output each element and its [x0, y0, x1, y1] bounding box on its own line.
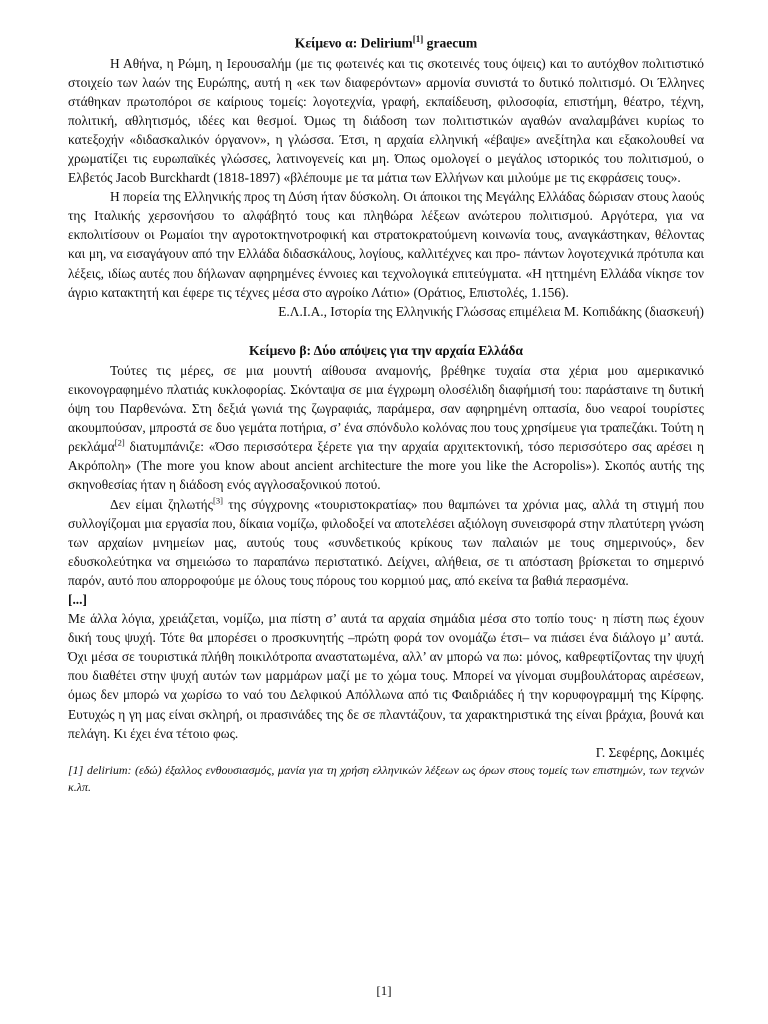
text-a-source: Ε.Λ.Ι.Α., Ιστορία της Ελληνικής Γλώσσας επιμέλεια Μ. Κοπιδάκης (διασκευή)	[278, 303, 704, 319]
text-b-paragraph-2	[68, 495, 704, 590]
text-b-p1-part-b: διατυμπάνιζε: «Όσο περισσότερα ξέρετε για την αρχαία αρχιτεκτονική, τόσο περισσότερο σας αρέσει η Ακρόπολη» (The more you know about ancient architecture the more you like the Acropolis»). Σκοπός αυτής της σκηνοθεσίας ήταν η διάδοση ενός αγγλοσαξονικού ποτού.	[68, 439, 704, 493]
text-b-title: Κείμενο β: Δύο απόψεις για την αρχαία Ελλάδα	[248, 342, 524, 358]
text-b-paragraph-1	[68, 361, 704, 495]
footnote-ref-2: [2]	[114, 437, 125, 448]
text-a-title-prefix: Κείμενο α: Delirium	[294, 35, 413, 51]
text-a-paragraph-2: Η πορεία της Ελληνικής προς τη Δύση ήταν δύσκολη. Οι άποικοι της Μεγάλης Ελλάδας δώρισαν στους λαούς της Ιταλικής χερσονήσου το αλφάβητό τους και πληθώρα λέξεων ανώτερου πολιτισμού. Αργότερα, για να εκπολιτίσουν οι Ρωμαίοι την αγροτοκτηνοτροφική και στρατοκρατούμενη κοινωνία τους, αναγκάστηκαν, θέλοντας και μη, να εισαγάγουν από την Ελλάδα διδασκάλους, λογίους, καλλιτέχνες και προ- πάντων λογοτεχνικά πρότυπα και λέξεις, ιδίως αυτές που δήλωναν αφηρημένες έννοιες και τεχνολογικά επιτεύγματα. «Η ηττημένη Ελλάδα νίκησε τον άγριο κατακτητή και έφερε τις τέχνες μέσα στο αγροίκο Λάτιο» (Οράτιος, Επιστολές, 1.156).	[68, 189, 704, 300]
text-a-title	[68, 30, 704, 53]
section-gap	[68, 321, 704, 341]
text-a-title-suffix: graecum	[423, 35, 478, 51]
footnote-ref-1: [1]	[412, 34, 424, 44]
document-page	[68, 30, 704, 796]
footnote-1: [1] delirium: (εδώ) έξαλλος ενθουσιασμός, μανία για τη χρήση ελληνικών λέξεων ως όρων στους τομείς των επιστημών, των τεχνών κ.λπ.	[68, 762, 704, 794]
omission-marker: [...]	[68, 591, 87, 607]
text-b-source: Γ. Σεφέρης, Δοκιμές	[595, 744, 704, 760]
text-a-paragraph-1: Η Αθήνα, η Ρώμη, η Ιερουσαλήμ (με τις φωτεινές και τις σκοτεινές τους όψεις) και το αυτόχθον πολιτιστικό στοιχείο των λαών της Ευρώπης, αυτή η «εκ των διαφερόντων» αρμονία συνιστά το δυτικό πολιτισμό. Οι Έλληνες στάθηκαν πρωτοπόροι σε καίριους τομείς: λογοτεχνία, γραφή, εκπαίδευση, φιλοσοφία, επιστήμη, θέατρο, τέχνη, πολιτική, αθλητισμός, ιδέες και θεσμοί. Όμως τη διάδοση των πολιτιστικών αγαθών αναλαμβάνει κυρίως το κατεξοχήν «διδασκαλικόν όργανον», η γλώσσα. Έτσι, η αρχαία ελληνική «έβαψε» ανεξίτηλα και εξακολουθεί να χρωματίζει τις ευρωπαϊκές γλώσσες, λατινογενείς και μη. Όπως ομολογεί ο μεγάλος ιστορικός του πολιτισμού, ο Ελβετός Jacob Burckhardt (1818-1897) «βλέπουμε με τα μάτια των Ελλήνων και μιλούμε με τις εκφράσεις τους».	[68, 55, 704, 186]
page-number: [1]	[376, 983, 392, 998]
footnote-ref-3: [3]	[213, 495, 223, 506]
text-b-p2-part-a: Δεν είμαι ζηλωτής	[110, 496, 213, 512]
text-b-paragraph-3: Με άλλα λόγια, χρειάζεται, νομίζω, μια πίστη σ’ αυτά τα αρχαία σημάδια μέσα στο τοπίο τους· η πίστη πως έχουν δική τους ψυχή. Τότε θα μπορέσει ο προσκυνητής –πρώτη φορά τον ονομάζω έτσι– να πιάσει ένα διάλογο μ’ αυτά. Όχι μέσα σε τουριστικά πλήθη ποικιλότροπα αναστατωμένα, αλλ’ αν μπορώ να πω: μόνος, καθρεφτίζοντας την ψυχή που διαθέτει στην ψυχή αυτών των μαρμάρων μαζί με το χώμα τους. Μπορεί να γίνομαι συμβουλάτορας αιρέσεων, όμως δεν μπορώ να χωρίσω το ναό του Δελφικού Απόλλωνα από τις Φαιδριάδες ή την κορυφογραμμή της Κίρφης. Ευτυχώς η γη μας είναι σκληρή, οι πρασινάδες της δε σε πλαντάζουν, τα χαρακτηριστικά της είναι βράχια, βουνά και πελάγη. Κι έχει ένα τέτοιο φως.	[68, 611, 704, 741]
text-b-p2-part-b: της σύγχρονης «τουριστοκρατίας» που θαμπώνει τα χρόνια μας, αλλά τη στιγμή που συλλογίζομαι μια εργασία που, δίκαια νομίζω, φιλοδοξεί να αποτελέσει αξιόλογη συνεισφορά στην πλατύτερη γνώση των αρχαίων μνημείων μας, αυτούς τους «συνδετικούς κρίκους των παλαιών με τους σημερινούς», δεν εδυσκολεύτηκα να σημειώσω το παραπάνω περιστατικό. Δείχνει, αλήθεια, σε τι απόσταση βρίσκεται το σημερινό παρόν, αυτό που απορροφούμε με όλους τους πόρους του κορμιού μας, από εκείνα τα βαθιά περασμένα.	[68, 496, 704, 588]
text-b-p1-part-a: Τούτες τις μέρες, σε μια μουντή αίθουσα αναμονής, βρέθηκε τυχαία στα χέρια μου αμερικανικό εικονογραφημένο πλατιάς κυκλοφορίας. Σκόνταψα σε μια έγχρωμη ολοσέλιδη διαφήμισή του: παράσταινε τη δυτική όψη του Παρθενώνα. Στη δεξιά γωνιά της ζωγραφιάς, παράμερα, σαν αφηρημένη οπτασία, δυο νεαροί τουρίστες ακουμπούσαν, μπροστά σε δυο γεμάτα ποτήρια, σ’ ένα σπόνδυλο κολόνας που τους χρησίμευε για τραπεζάκι. Τούτη η ρεκλάμα	[68, 362, 704, 455]
